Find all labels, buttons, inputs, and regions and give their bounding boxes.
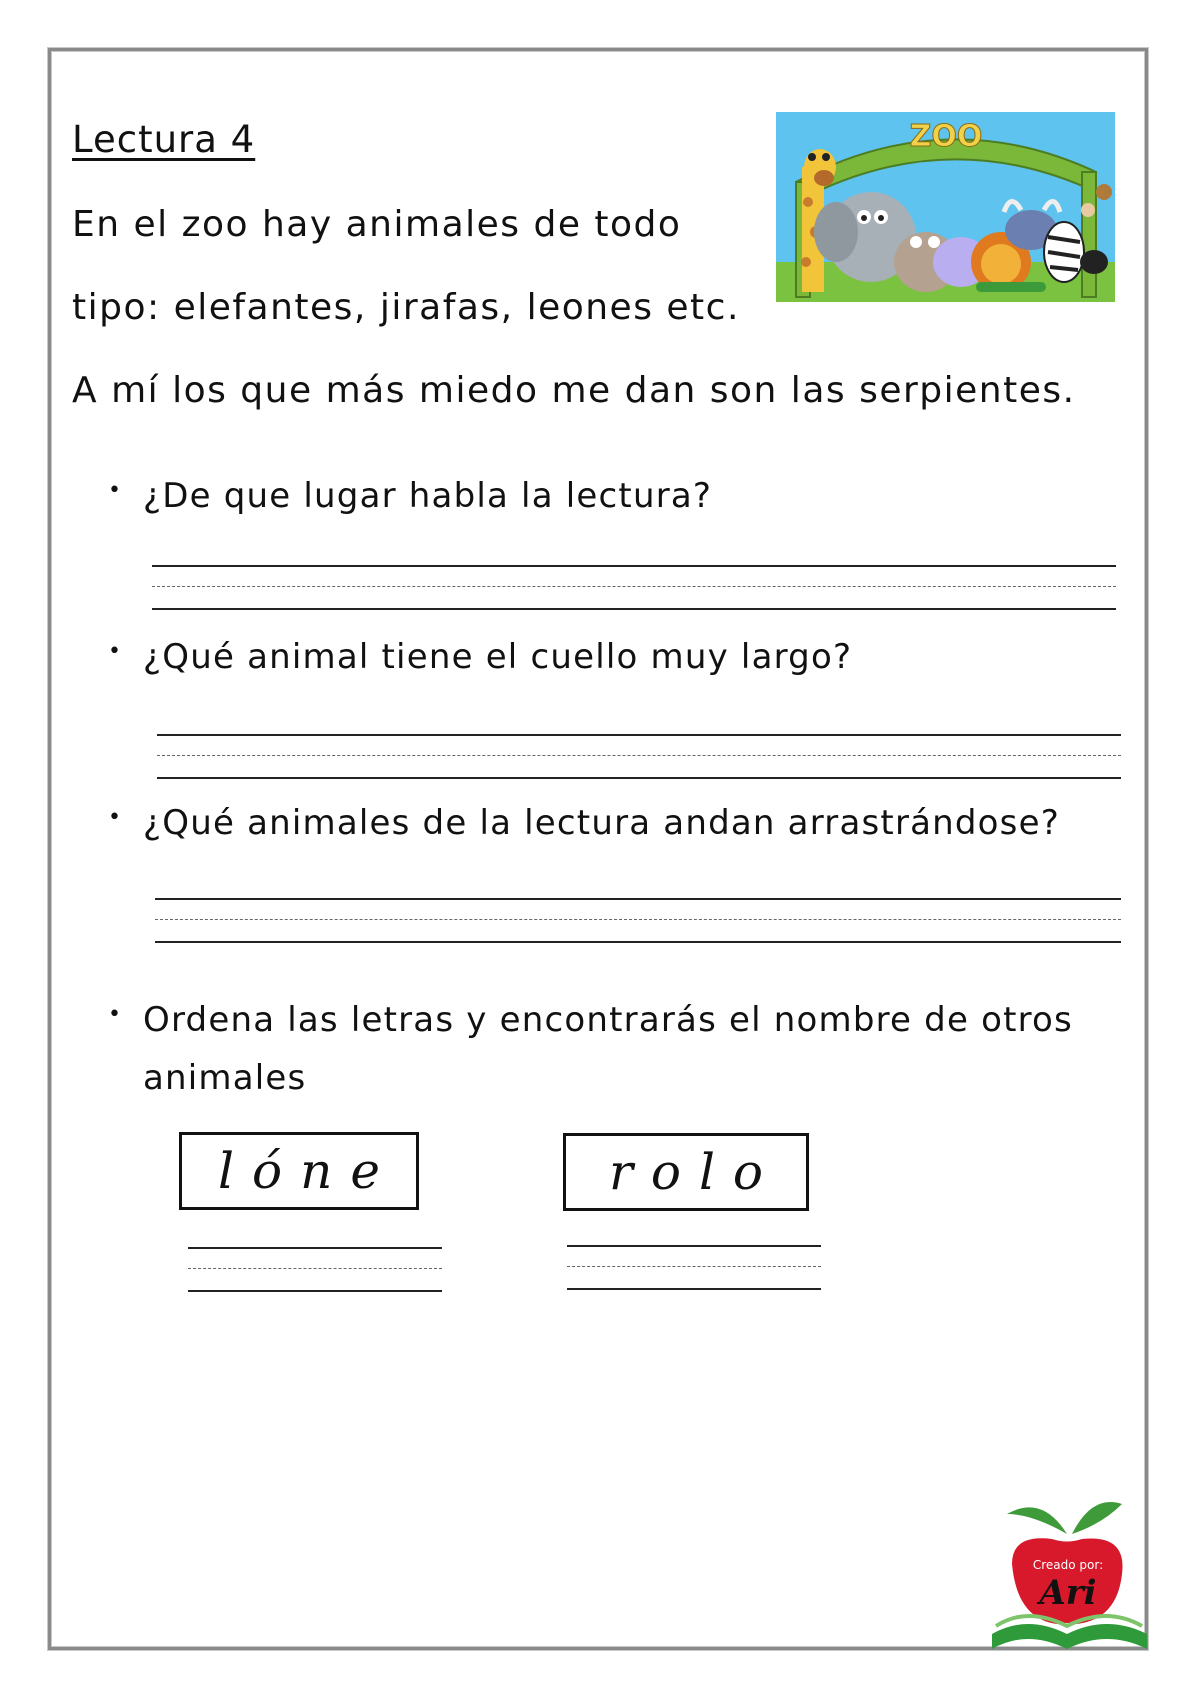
- bullet-icon: •: [108, 805, 123, 830]
- question-4-text-cont: animales: [143, 1058, 307, 1098]
- question-1: [108, 476, 712, 516]
- scrambled-word-2: rolo: [608, 1143, 782, 1201]
- question-4: [108, 1000, 1073, 1040]
- scrambled-word-box-2: [563, 1133, 809, 1211]
- scrambled-word-box-1: [179, 1132, 419, 1210]
- reading-title: Lectura 4: [72, 118, 256, 161]
- logo-text-name: Ari: [1039, 1573, 1097, 1613]
- question-4-text: Ordena las letras y encontrarás el nombre de otros: [143, 1000, 1073, 1040]
- question-2-text: ¿Qué animal tiene el cuello muy largo?: [143, 637, 853, 677]
- answer-lines-1[interactable]: [152, 565, 1116, 617]
- answer-lines-2[interactable]: [157, 734, 1121, 786]
- bullet-icon: •: [108, 639, 123, 664]
- reading-line-1: En el zoo hay animales de todo: [72, 204, 682, 245]
- question-2: [108, 637, 852, 677]
- zoo-sign-text: ZOO: [909, 119, 983, 154]
- word-answer-lines-1[interactable]: [188, 1247, 442, 1299]
- word-answer-lines-2[interactable]: [567, 1245, 821, 1297]
- question-3: [108, 803, 1060, 843]
- question-3-text: ¿Qué animales de la lectura andan arrastrándose?: [143, 803, 1060, 843]
- apple-book-logo: [982, 1494, 1152, 1654]
- bullet-icon: •: [108, 1002, 123, 1027]
- answer-lines-3[interactable]: [155, 898, 1121, 950]
- scrambled-word-1: lóne: [218, 1142, 398, 1200]
- bullet-icon: •: [108, 478, 123, 503]
- logo-text-created: Creado por:: [1032, 1558, 1104, 1572]
- reading-line-2: tipo: elefantes, jirafas, leones etc.: [72, 287, 740, 328]
- reading-line-3: A mí los que más miedo me dan son las serpientes.: [72, 370, 1076, 411]
- zoo-animals-illustration: [776, 112, 1115, 302]
- question-1-text: ¿De que lugar habla la lectura?: [143, 476, 713, 516]
